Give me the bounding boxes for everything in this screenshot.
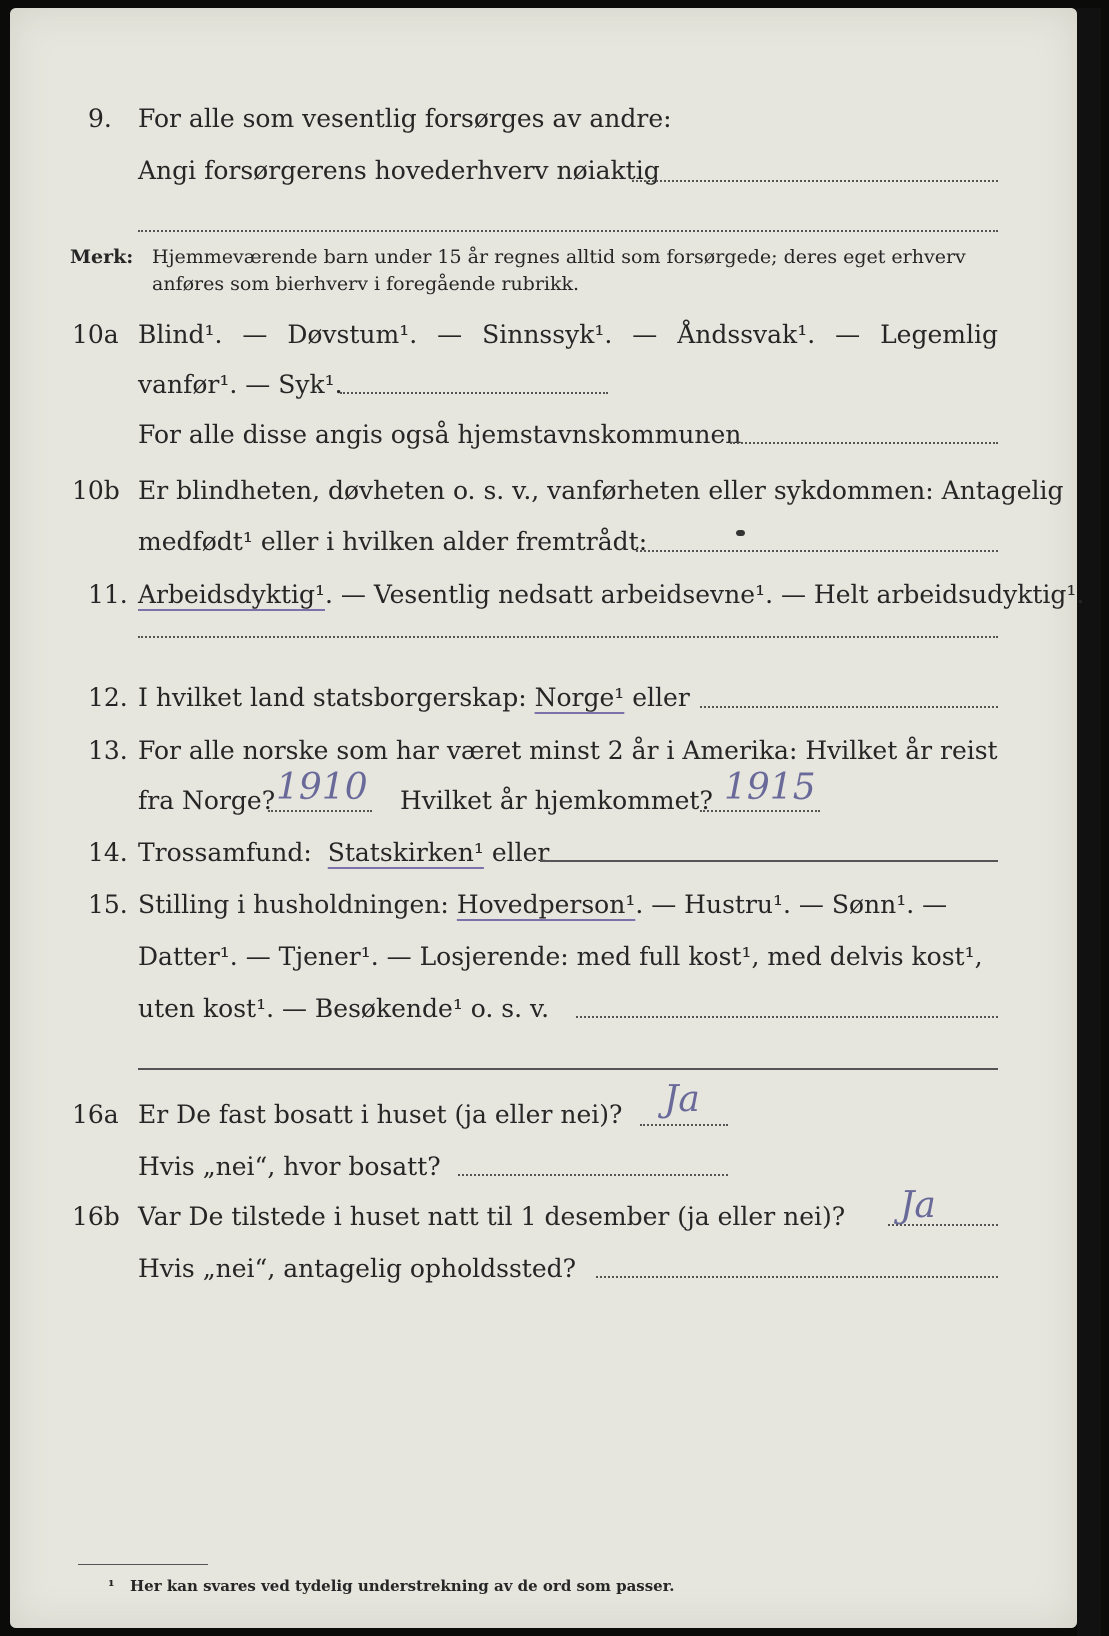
q14-option-underlined: Statskirken¹	[327, 838, 484, 867]
q13-line1: For alle norske som har været minst 2 år i Amerika: Hvilket år reist	[138, 736, 998, 765]
q12-number: 12.	[88, 683, 128, 712]
q16b-answer: Ja	[900, 1185, 936, 1226]
q13-line2a: fra Norge?	[138, 786, 276, 815]
q16b-location-line	[596, 1276, 998, 1278]
q14-number: 14.	[88, 838, 128, 867]
q16a-number: 16a	[72, 1100, 119, 1129]
q12-suffix: eller	[632, 683, 690, 712]
q11-number: 11.	[88, 580, 128, 609]
q16b-line2: Hvis „nei“, antagelig opholdssted?	[138, 1254, 577, 1283]
q12-line	[138, 683, 690, 713]
q10a-line3: For alle disse angis også hjemstavnskommunen	[138, 420, 742, 449]
q10b-line1: Er blindheten, døvheten o. s. v., vanførheten eller sykdommen: Antagelig	[138, 476, 1064, 505]
q15-answer-line	[576, 1016, 998, 1018]
q11-line	[138, 580, 1084, 610]
q16a-answer: Ja	[664, 1079, 700, 1120]
q10b-number: 10b	[72, 476, 120, 505]
q10a-home-line	[730, 442, 998, 444]
q15-line1	[138, 890, 947, 920]
q15-number: 15.	[88, 890, 128, 919]
q14-line	[138, 838, 549, 868]
footnote-marker: ¹	[108, 1577, 115, 1595]
q15-line3: uten kost¹. — Besøkende¹ o. s. v.	[138, 994, 550, 1023]
q15-prefix: Stilling i husholdningen:	[138, 890, 449, 919]
q15-answer-line-2	[138, 1068, 998, 1070]
q10a-line2: vanfør¹. — Syk¹.	[138, 370, 343, 399]
merk-label: Merk:	[70, 246, 134, 268]
q10a-answer-line	[340, 392, 608, 394]
scan-edge	[1077, 8, 1101, 1636]
q9-line1: For alle som vesentlig forsørges av andre:	[138, 104, 672, 133]
q13-answer-departure: 1910	[276, 767, 368, 808]
q9-number: 9.	[88, 104, 112, 133]
q10b-answer-line	[636, 550, 998, 552]
merk-line1: Hjemmeværende barn under 15 år regnes alltid som forsørgede; deres eget erhverv	[152, 246, 966, 268]
q15-line2: Datter¹. — Tjener¹. — Losjerende: med full kost¹, med delvis kost¹,	[138, 942, 983, 971]
q16b-number: 16b	[72, 1202, 120, 1231]
q9-answer-line-2	[138, 230, 998, 232]
q16a-line2: Hvis „nei“, hvor bosatt?	[138, 1152, 441, 1181]
q10a-line1: Blind¹. — Døvstum¹. — Sinnssyk¹. — Åndssvak¹. — Legemlig	[138, 320, 998, 349]
q15-rest: . — Hustru¹. — Sønn¹. —	[635, 890, 948, 919]
q10a-number: 10a	[72, 320, 119, 349]
q13-departure-line	[268, 810, 372, 812]
q14-prefix: Trossamfund:	[138, 838, 312, 867]
q15-option-underlined: Hovedperson¹	[456, 890, 636, 919]
q13-line2b: Hvilket år hjemkommet?	[400, 786, 713, 815]
ink-dot	[736, 530, 745, 536]
q13-return-line	[700, 810, 820, 812]
q12-option-underlined: Norge¹	[534, 683, 625, 712]
q11-rest: . — Vesentlig nedsatt arbeidsevne¹. — Helt arbeidsudyktig¹.	[324, 580, 1085, 609]
q16b-line1: Var De tilstede i huset natt til 1 desember (ja eller nei)?	[138, 1202, 846, 1231]
q13-number: 13.	[88, 736, 128, 765]
q16b-answer-line	[888, 1224, 998, 1226]
q10b-line2: medfødt¹ eller i hvilken alder fremtrådt:	[138, 527, 648, 556]
q9-answer-line	[632, 180, 998, 182]
footnote-rule	[78, 1564, 208, 1565]
q11-answer-line	[138, 636, 998, 638]
q12-answer-line	[700, 706, 998, 708]
q16a-answer-line	[640, 1124, 728, 1126]
q13-answer-return: 1915	[724, 767, 816, 808]
q11-option-underlined: Arbeidsdyktig¹	[138, 580, 325, 609]
merk-line2: anføres som bierhverv i foregående rubrikk.	[152, 273, 580, 295]
q12-prefix: I hvilket land statsborgerskap:	[138, 683, 527, 712]
footnote-text: Her kan svares ved tydelig understrekning av de ord som passer.	[130, 1577, 675, 1595]
q16a-line1: Er De fast bosatt i huset (ja eller nei)?	[138, 1100, 623, 1129]
q14-suffix: eller	[491, 838, 550, 867]
q9-line2: Angi forsørgerens hovederhverv nøiaktig	[138, 156, 660, 185]
q16a-location-line	[458, 1174, 728, 1176]
q14-answer-line	[540, 860, 998, 862]
